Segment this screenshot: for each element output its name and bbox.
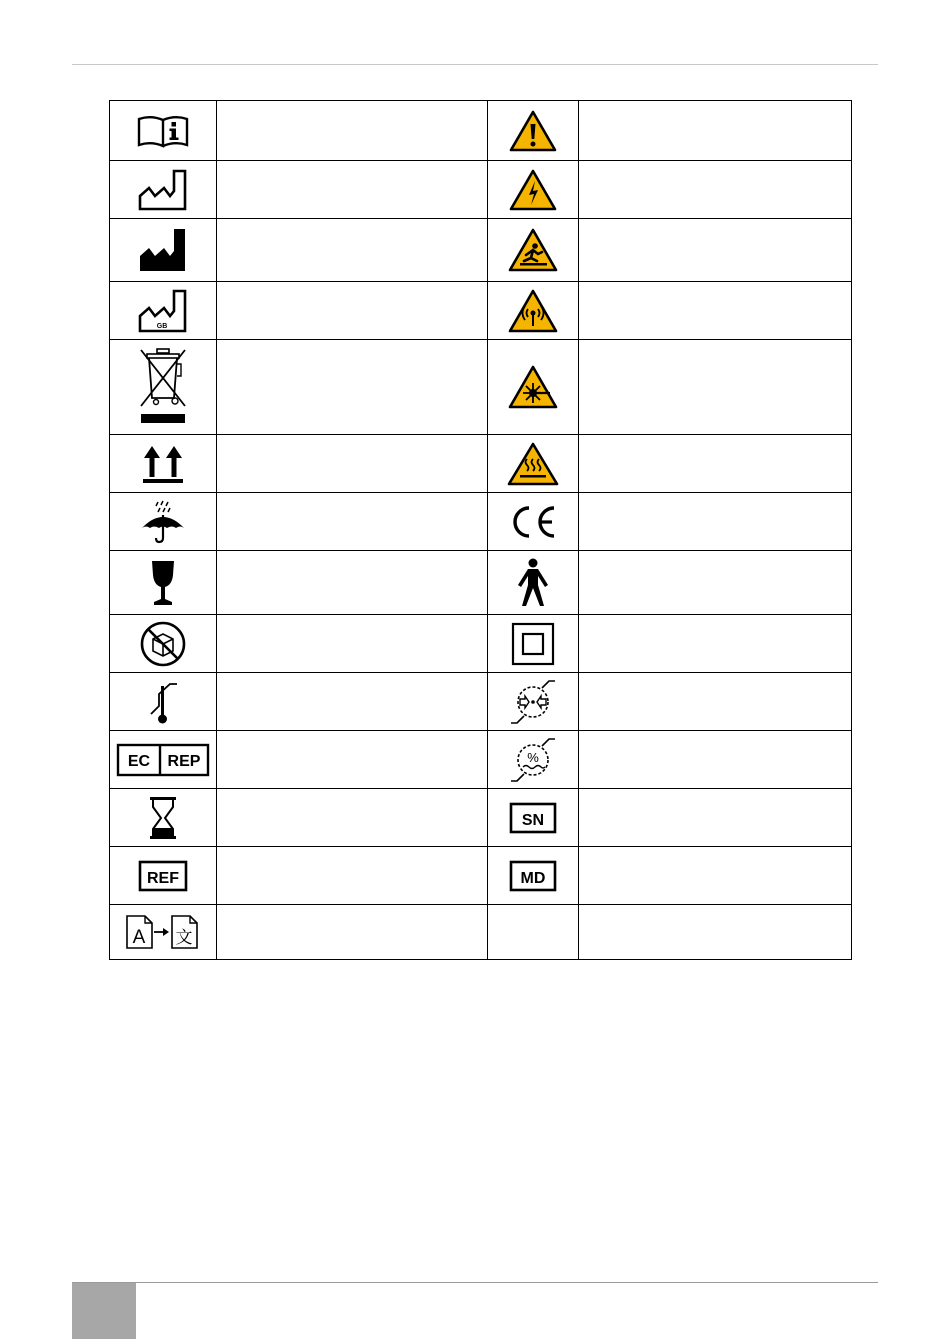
- symbol-cell: [110, 847, 217, 905]
- medical-device-icon: [509, 860, 557, 892]
- symbol-cell: [110, 340, 217, 435]
- symbol-cell: [110, 493, 217, 551]
- symbol-cell: [110, 731, 217, 789]
- symbol-cell: [488, 161, 579, 219]
- laser-warning-icon: [507, 364, 559, 410]
- description-cell: [217, 789, 488, 847]
- manufacturer-gb-icon: [137, 288, 189, 334]
- page-number-tab: [72, 1283, 136, 1339]
- keep-dry-icon: [139, 500, 187, 544]
- description-cell: [217, 340, 488, 435]
- symbol-cell: [110, 101, 217, 161]
- class-ii-equipment-icon: [511, 622, 555, 666]
- temperature-limit-icon: [146, 678, 180, 726]
- footer-rule: [72, 1282, 878, 1283]
- description-cell: [579, 673, 852, 731]
- use-by-date-icon: [148, 795, 178, 841]
- humidity-limit-icon: [509, 735, 557, 785]
- description-cell: [579, 219, 852, 282]
- table-row: [110, 161, 852, 219]
- general-warning-icon: [508, 109, 558, 153]
- symbol-cell: [110, 905, 217, 960]
- type-b-applied-part-icon: [516, 558, 550, 608]
- this-way-up-icon: [140, 444, 186, 484]
- symbol-cell: [488, 615, 579, 673]
- translation-icon: [124, 914, 202, 950]
- symbol-cell: [488, 493, 579, 551]
- symbol-cell: [488, 101, 579, 161]
- table-row: [110, 847, 852, 905]
- table-row: [110, 615, 852, 673]
- do-not-stack-icon: [139, 620, 187, 668]
- description-cell: [217, 161, 488, 219]
- symbol-cell: [110, 161, 217, 219]
- description-cell: [579, 161, 852, 219]
- symbol-cell: [110, 282, 217, 340]
- table-row: [110, 789, 852, 847]
- trip-hazard-warning-icon: [507, 227, 559, 273]
- manufacturer-icon: [137, 226, 189, 274]
- header-rule: [72, 64, 878, 65]
- description-cell: [579, 101, 852, 161]
- description-cell: [217, 847, 488, 905]
- symbol-cell: [488, 551, 579, 615]
- symbol-cell: [110, 435, 217, 493]
- sn-label: SN: [521, 811, 545, 829]
- gb-label: GB: [156, 322, 168, 330]
- description-cell: [217, 219, 488, 282]
- symbol-cell: [110, 673, 217, 731]
- table-row: [110, 551, 852, 615]
- description-cell: [217, 673, 488, 731]
- ce-mark-icon: [508, 504, 558, 540]
- weee-bin-icon: [137, 346, 189, 428]
- description-cell: [579, 493, 852, 551]
- description-cell: [217, 282, 488, 340]
- description-cell: [579, 340, 852, 435]
- table-row: [110, 435, 852, 493]
- symbol-cell: [110, 615, 217, 673]
- atmospheric-pressure-limit-icon: [509, 677, 557, 727]
- rep-label: REP: [167, 752, 201, 770]
- symbol-cell: [110, 789, 217, 847]
- table-row: [110, 219, 852, 282]
- table-row: [110, 673, 852, 731]
- electricity-warning-icon: [508, 168, 558, 212]
- symbol-cell: [488, 847, 579, 905]
- percent-label: %: [527, 749, 539, 765]
- description-cell: [579, 789, 852, 847]
- catalogue-number-icon: [138, 860, 188, 892]
- table-row: [110, 493, 852, 551]
- symbol-cell: [488, 673, 579, 731]
- description-cell: [579, 435, 852, 493]
- date-of-manufacture-icon: [137, 168, 189, 212]
- description-cell: [217, 493, 488, 551]
- table-row: [110, 101, 852, 161]
- table-row: [110, 282, 852, 340]
- description-cell: [217, 731, 488, 789]
- symbol-table: [109, 100, 852, 960]
- serial-number-icon: [509, 802, 557, 834]
- description-cell: [217, 615, 488, 673]
- symbol-cell: [488, 731, 579, 789]
- description-cell: [579, 905, 852, 960]
- symbol-cell: [110, 219, 217, 282]
- description-cell: [217, 101, 488, 161]
- description-cell: [579, 282, 852, 340]
- ec-rep-icon: [116, 743, 210, 777]
- description-cell: [579, 551, 852, 615]
- description-cell: [217, 905, 488, 960]
- symbol-cell: [488, 340, 579, 435]
- symbol-cell: [488, 789, 579, 847]
- description-cell: [579, 731, 852, 789]
- symbol-cell: [488, 435, 579, 493]
- table-row: [110, 905, 852, 960]
- empty-symbol-cell: [488, 905, 579, 960]
- hot-surface-warning-icon: [506, 441, 560, 487]
- table-row: [110, 731, 852, 789]
- symbol-cell: [110, 551, 217, 615]
- description-cell: [579, 615, 852, 673]
- md-label: MD: [520, 869, 546, 887]
- description-cell: [579, 847, 852, 905]
- consult-instructions-icon: [135, 113, 191, 149]
- ref-label: REF: [147, 869, 179, 887]
- ec-label: EC: [127, 752, 151, 770]
- fragile-icon: [148, 559, 178, 607]
- description-cell: [217, 435, 488, 493]
- description-cell: [217, 551, 488, 615]
- table-row: [110, 340, 852, 435]
- non-ionizing-radiation-warning-icon: [507, 288, 559, 334]
- symbol-cell: [488, 282, 579, 340]
- translation-source-label: A: [132, 927, 146, 948]
- symbol-cell: [488, 219, 579, 282]
- translation-target-label: 文: [175, 928, 193, 948]
